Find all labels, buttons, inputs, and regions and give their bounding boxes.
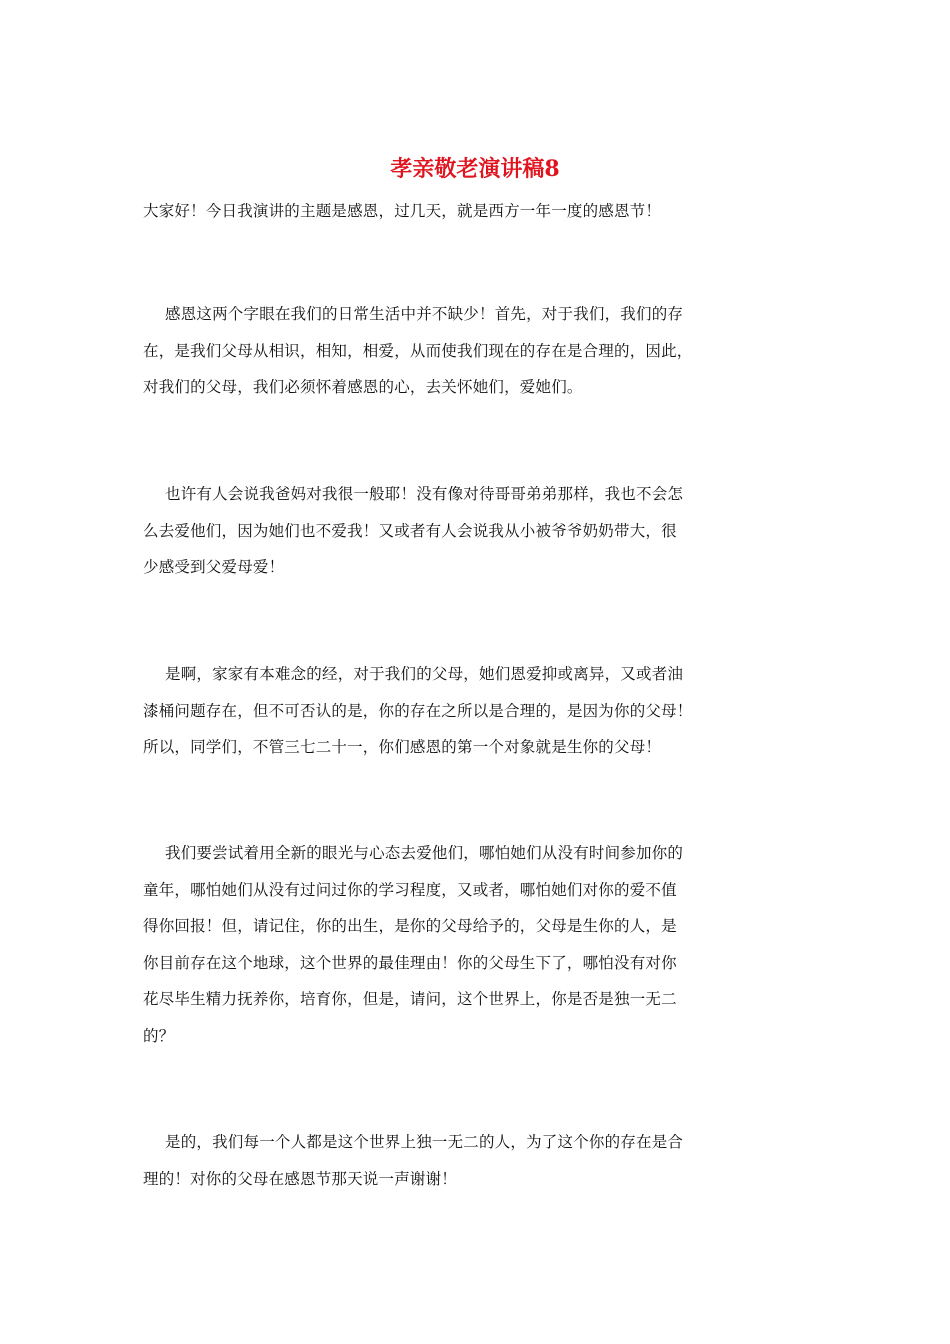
paragraph-gratitude-intro: 感恩这两个字眼在我们的日常生活中并不缺少！首先，对于我们，我们的存 在，是我们父母从相识，相知，相爱，从而使我们现在的存在是合理的，因此， 对我们的父母，我们必须怀着感恩的心，去关怀她们，爱她们。 [143,305,693,396]
document-title: 孝亲敬老演讲稿8 [390,156,560,182]
paragraph-love-parents: 我们要尝试着用全新的眼光与心态去爱他们，哪怕她们从没有时间参加你的 童年，哪怕她们从没有过问过你的学习程度，又或者，哪怕她们对你的爱不值 得你回报！但，请记住，你的出生，是你的父母给予的，父母是生你的人，是 你目前存在这个地球，这个世界的最佳理由！你的父母生下了，哪怕没有对你 花尽毕生精力抚养你，培育你，但是，请问，这个世界上，你是否是独一无二 的？ [143,844,684,1045]
paragraph-objection: 也许有人会说我爸妈对我很一般耶！没有像对待哥哥弟弟那样，我也不会怎 么去爱他们，因为她们也不爱我！又或者有人会说我从小被爷爷奶奶带大，很 少感受到父爱母爱！ [143,485,684,576]
paragraph-greeting: 大家好！今日我演讲的主题是感恩，过几天，就是西方一年一度的感恩节！ [143,202,662,220]
paragraph-conclusion: 是的，我们每一个人都是这个世界上独一无二的人，为了这个你的存在是合 理的！对你的父母在感恩节那天说一声谢谢！ [143,1133,684,1188]
paragraph-family-difficulty: 是啊，家家有本难念的经，对于我们的父母，她们恩爱抑或离异，又或者油 漆桶问题存在，但不可否认的是，你的存在之所以是合理的，是因为你的父母！ 所以，同学们，不管三七二十一，你们感恩的第一个对象就是生你的父母！ [143,665,693,756]
